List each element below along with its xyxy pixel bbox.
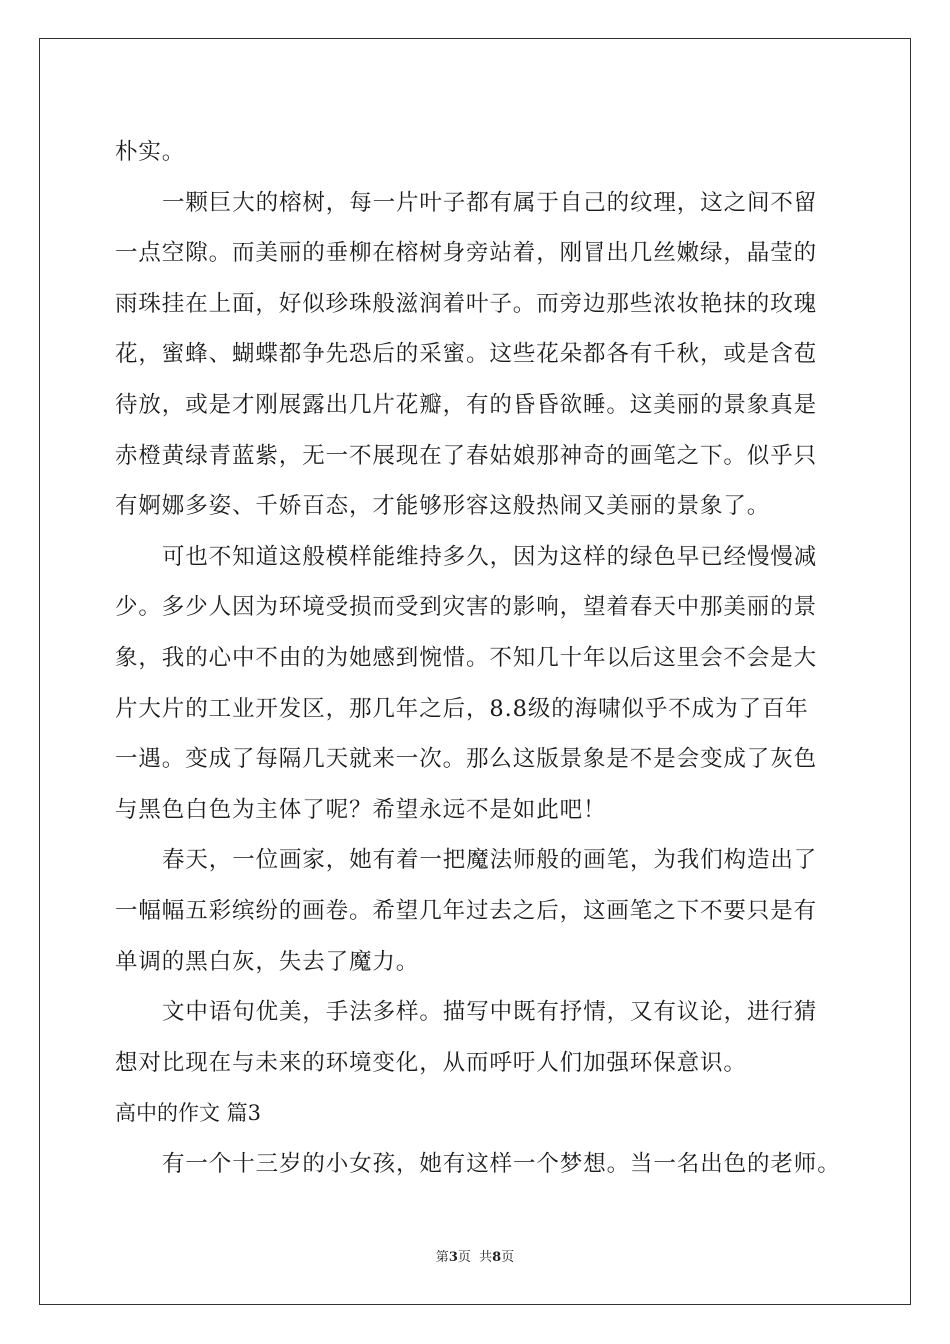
text-line: 一点空隙。而美丽的垂柳在榕树身旁站着，刚冒出几丝嫩绿，晶莹的	[115, 240, 818, 267]
text-line: 少。多少人因为环境受损而受到灾害的影响，望着春天中那美丽的景	[115, 594, 818, 621]
text-line: 象，我的心中不由的为她感到惋惜。不知几十年以后这里会不会是大	[115, 644, 818, 671]
page-footer	[0, 1246, 950, 1265]
current-page-number: 3	[448, 1250, 458, 1265]
text-line: 朴实。	[115, 139, 186, 165]
text-line: 待放，或是才刚展露出几片花瓣，有的昏昏欲睡。这美丽的景象真是	[115, 391, 818, 418]
paragraph-start: 文中语句优美，手法多样。描写中既有抒情，又有议论，进行猜	[162, 999, 818, 1026]
footer-prefix: 第	[435, 1250, 449, 1265]
text-line: 与黑色白色为主体了呢？希望永远不是如此吧！	[115, 796, 607, 823]
footer-suffix: 页	[501, 1250, 515, 1265]
paragraph-start: 春天，一位画家，她有着一把魔法师般的画笔，为我们构造出了	[162, 847, 818, 874]
footer-middle: 页 共	[457, 1250, 493, 1265]
text-line: 花，蜜蜂、蝴蝶都争先恐后的采蜜。这些花朵都各有千秋，或是含苞	[115, 341, 818, 368]
total-page-number: 8	[492, 1250, 502, 1265]
document-body	[115, 127, 855, 1189]
paragraph-start: 有一个十三岁的小女孩，她有这样一个梦想。当一名出色的老师。	[162, 1150, 841, 1177]
text-line: 一遇。变成了每隔几天就来一次。那么这版景象是不是会变成了灰色	[115, 746, 818, 773]
paragraph-start: 一颗巨大的榕树，每一片叶子都有属于自己的纹理，这之间不留	[162, 189, 818, 216]
text-line: 单调的黑白灰，失去了魔力。	[115, 948, 420, 975]
text-line: 雨珠挂在上面，好似珍珠般滋润着叶子。而旁边那些浓妆艳抹的玫瑰	[115, 290, 818, 317]
text-line: 一幅幅五彩缤纷的画卷。希望几年过去之后，这画笔之下不要只是有	[115, 897, 818, 924]
text-line: 片大片的工业开发区，那几年之后，8.8级的海啸似乎不成为了百年	[115, 695, 809, 722]
text-line: 想对比现在与未来的环境变化，从而呼吁人们加强环保意识。	[115, 1049, 747, 1076]
paragraph-start: 可也不知道这般模样能维持多久，因为这样的绿色早已经慢慢减	[162, 543, 818, 570]
section-heading: 高中的作文 篇3	[115, 1101, 262, 1126]
text-line: 赤橙黄绿青蓝紫，无一不展现在了春姑娘那神奇的画笔之下。似乎只	[115, 442, 818, 469]
text-line: 有婀娜多姿、千娇百态，才能够形容这般热闹又美丽的景象了。	[115, 493, 771, 520]
